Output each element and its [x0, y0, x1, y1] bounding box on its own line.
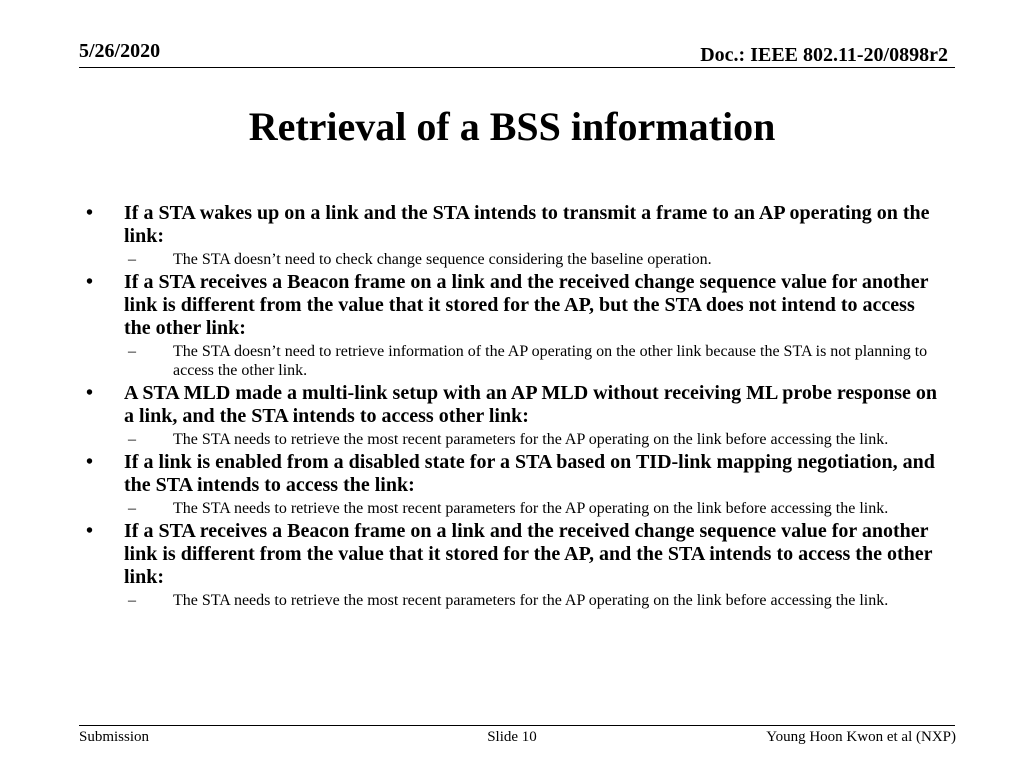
bullet-item	[86, 520, 946, 589]
slide-body	[86, 200, 946, 610]
header-date: 5/26/2020	[79, 40, 161, 62]
sub-bullet-text: The STA doesn’t need to check change sequence considering the baseline operation.	[173, 251, 712, 268]
footer-divider	[79, 725, 955, 726]
footer-author: Young Hoon Kwon et al (NXP)	[766, 729, 956, 745]
bullet-text: A STA MLD made a multi-link setup with an AP MLD without receiving ML probe response on a link, and the STA intends to access other link:	[124, 382, 938, 427]
footer-submission: Submission	[79, 729, 150, 745]
bullet-item	[86, 202, 946, 248]
bullet-item	[86, 451, 946, 497]
bullet-text: If a link is enabled from a disabled state for a STA based on TID-link mapping negotiation, and the STA intends to access the link:	[124, 451, 935, 496]
bullet-dot-icon: •	[86, 451, 94, 473]
bullet-item	[86, 271, 946, 340]
sub-bullet-text: The STA doesn’t need to retrieve information of the AP operating on the other link because the STA is not planning to access the other link.	[173, 343, 928, 379]
header-divider	[79, 67, 955, 68]
bullet-dot-icon: •	[86, 202, 94, 224]
sub-bullet-item	[126, 342, 946, 380]
bullet-dot-icon: •	[86, 382, 94, 404]
sub-bullet-text: The STA needs to retrieve the most recent parameters for the AP operating on the link before accessing the link.	[173, 500, 889, 517]
bullet-dot-icon: •	[86, 520, 94, 542]
sub-bullet-item	[126, 591, 946, 610]
bullet-dot-icon: •	[86, 271, 94, 293]
dash-icon: –	[128, 251, 136, 268]
bullet-text: If a STA receives a Beacon frame on a link and the received change sequence value for another link is different from the value that it stored for the AP, but the STA does not intend to access the other link:	[124, 271, 929, 339]
bullet-item	[86, 382, 946, 428]
slide-title: Retrieval of a BSS information	[248, 104, 776, 149]
sub-bullet-item	[126, 430, 946, 449]
sub-bullet-item	[126, 250, 946, 269]
dash-icon: –	[128, 592, 136, 609]
bullet-text: If a STA receives a Beacon frame on a link and the received change sequence value for another link is different from the value that it stored for the AP, and the STA intends to access the other link:	[124, 520, 933, 588]
dash-icon: –	[128, 431, 136, 448]
bullet-text: If a STA wakes up on a link and the STA intends to transmit a frame to an AP operating on the link:	[124, 202, 930, 247]
dash-icon: –	[128, 500, 136, 517]
sub-bullet-text: The STA needs to retrieve the most recent parameters for the AP operating on the link before accessing the link.	[173, 431, 889, 448]
sub-bullet-text: The STA needs to retrieve the most recent parameters for the AP operating on the link before accessing the link.	[173, 592, 889, 609]
footer-slide-number: Slide 10	[487, 729, 537, 745]
dash-icon: –	[128, 343, 136, 360]
sub-bullet-item	[126, 499, 946, 518]
header-doc-id: Doc.: IEEE 802.11-20/0898r2	[700, 44, 948, 66]
